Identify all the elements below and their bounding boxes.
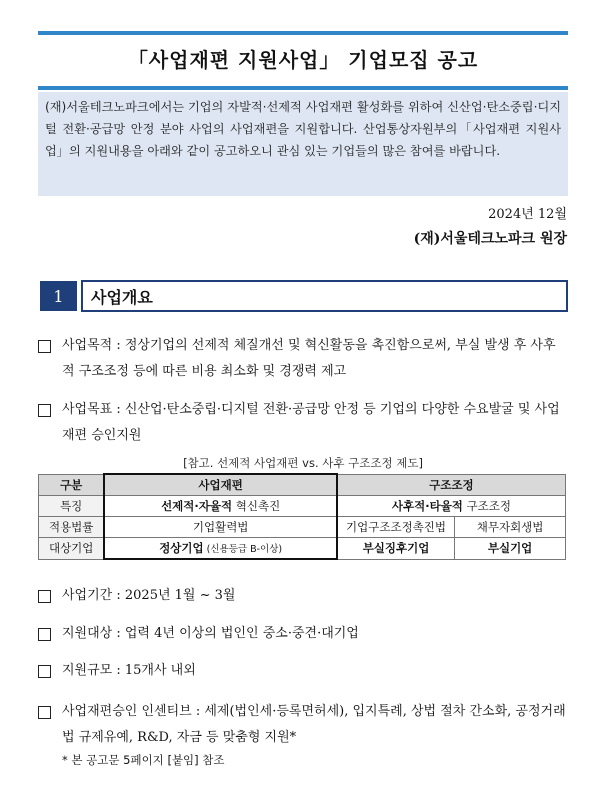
table-cell: 기업활력법 <box>104 517 337 538</box>
table-cell: 부실징후기업 <box>337 538 455 560</box>
checkbox-bullet-icon <box>38 628 51 641</box>
table-row <box>39 474 566 496</box>
top-rule <box>38 31 568 35</box>
issuer: (재)서울테크노파크 원장 <box>413 231 567 247</box>
table-row <box>39 517 566 538</box>
table-caption: [참고. 선제적 사업재편 vs. 사후 구조조정 제도] <box>183 456 423 470</box>
checkbox-bullet-icon <box>38 404 51 417</box>
checkbox-bullet-icon <box>38 340 51 353</box>
list-item-scale: 지원규모 : 15개사 내외 <box>38 658 568 684</box>
intro-paragraph: (재)서울테크노파크에서는 기업의 자발적·선제적 사업재편 활성화를 위하여 신산업·탄소중립·디지털 전환·공급망 안정 분야 사업의 사업재편을 지원합니다. 산업통상자원부의「사업재편 지원사업」의 지원내용을 아래와 같이 공고하오니 관심 있는 기업들의 많은 참여를 바랍니다. <box>38 92 568 196</box>
table-cell: 사후적·타율적 구조조정 <box>337 496 566 517</box>
list-item-purpose: 사업목적 : 정상기업의 선제적 체질개선 및 혁신활동을 촉진함으로써, 부실 발생 후 사후적 구조조정 등에 따른 비용 최소화 및 경쟁력 제고 <box>38 333 568 385</box>
section-title: 사업개요 <box>81 280 568 312</box>
list-item-period: 사업기간 : 2025년 1월 ~ 3월 <box>38 583 568 609</box>
row-label: 적용법률 <box>39 517 105 538</box>
comparison-table <box>38 473 566 560</box>
table-cell: 기업구조조정촉진법 <box>337 517 455 538</box>
table-cell: 부실기업 <box>455 538 566 560</box>
list-item-goal: 사업목표 : 신산업·탄소중립·디지털 전환·공급망 안정 등 기업의 다양한 수요발굴 및 사업재편 승인지원 <box>38 397 568 449</box>
announcement-date: 2024년 12월 <box>488 207 567 222</box>
row-label: 대상기업 <box>39 538 105 560</box>
checkbox-bullet-icon <box>38 665 51 678</box>
table-cell: 채무자회생법 <box>455 517 566 538</box>
checkbox-bullet-icon <box>38 706 51 719</box>
list-item-target: 지원대상 : 업력 4년 이상의 법인인 중소·중견·대기업 <box>38 621 568 647</box>
checkbox-bullet-icon <box>38 590 51 603</box>
header-restructure: 구조조정 <box>337 474 566 496</box>
header-category: 구분 <box>39 474 105 496</box>
table-cell: 정상기업 (신용등급 B-이상) <box>104 538 337 560</box>
title-rule <box>38 86 568 90</box>
table-row <box>39 538 566 560</box>
header-reorg: 사업재편 <box>104 474 337 496</box>
footnote: * 본 공고문 5페이지 [붙임] 참조 <box>62 753 225 767</box>
table-cell: 선제적·자율적 혁신촉진 <box>104 496 337 517</box>
row-label: 특징 <box>39 496 105 517</box>
section-number: 1 <box>40 281 77 311</box>
list-item-incentive: 사업재편승인 인센티브 : 세제(법인세·등록면허세), 입지특례, 상법 절차 간소화, 공정거래법 규제유예, R&D, 자금 등 맞춤형 지원* <box>38 699 568 751</box>
page-title: 「사업재편 지원사업」 기업모집 공고 <box>127 48 479 72</box>
table-row <box>39 496 566 517</box>
